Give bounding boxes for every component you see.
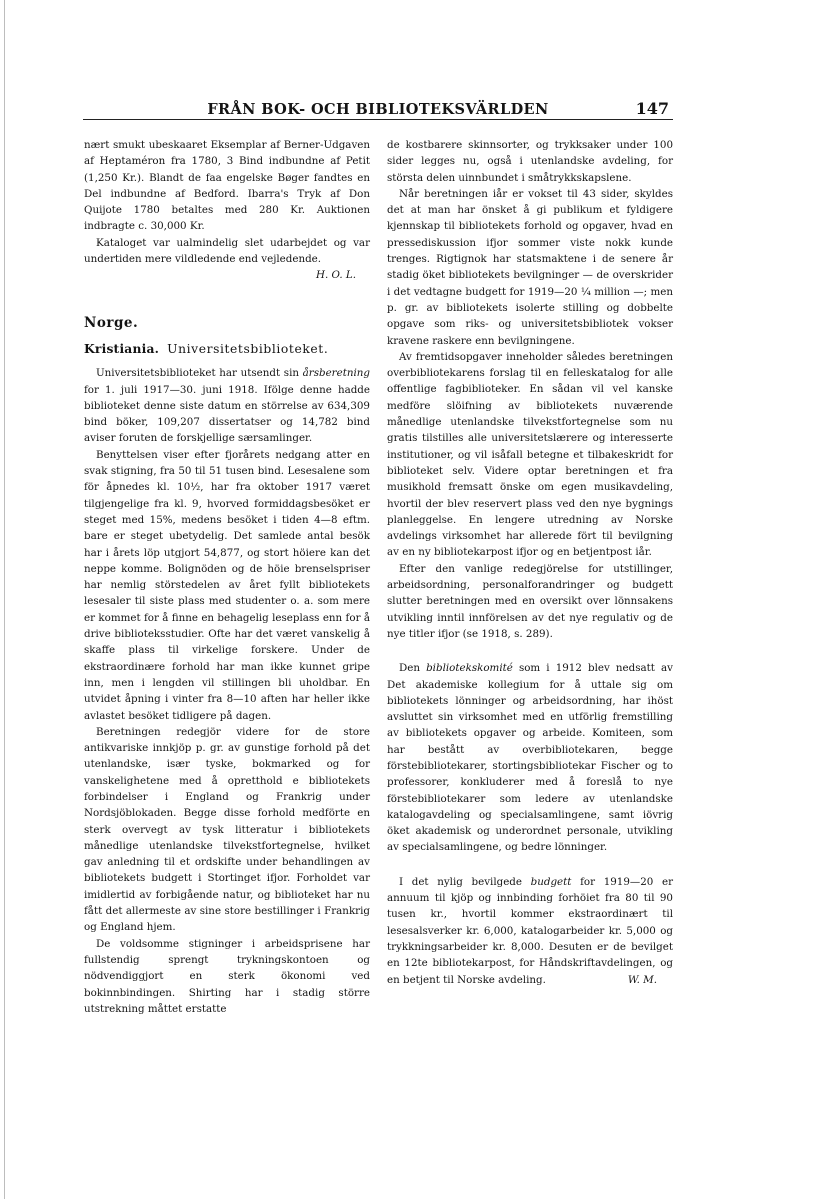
- intro-signature: H. O. L.: [315, 269, 356, 282]
- italic-term: budgett: [530, 875, 572, 888]
- left-column: [84, 137, 370, 1017]
- body-paragraph: I det nylig bevilgede budgett for 1919—20 er annuum til kjöp og innbinding forhöiet fra 80 til 90 tusen kr., hvortil kommer ekstraordinært til lesesalsverker kr. 6,000, katalogarbeider kr. 5,000 og trykkningsarbeider kr. 8,000. Desuten er de bevilget en 12te bibliotekarpost, for Håndskriftavdelingen, og en betjent til Norske avdeling. W. M.: [387, 874, 673, 988]
- body-paragraph: Benyttelsen viser efter fjorårets nedgang atter en svak stigning, fra 50 til 51 tusen bind. Lesesalene som för åpnedes kl. 10½, har fra oktober 1917 været tilgjengelige fra kl. 9, hvorved formiddagsbesöket er steget med 15%, medens besöket i tiden 4—8 eftm. bare er steget ubetydelig. Det samlede antal besök har i årets löp utgjort 54,877, og stort höiere kan det neppe komme. Bolignöden og de höie brenselspriser har nemlig störstedelen av året fyllt bibliotekets lesesaler til siste plass med studenter o. a. som mere er kommet for å finne en behagelig leseplass enn for å drive biblioteksstudier. Ofte har det været vanskelig å skaffe plass til virkelige forskere. Under de ekstraordinære forhold har man ikke kunnet gripe inn, men i lengden vil stillingen bli uholdbar. En utvidet åpning i vinter fra 8—10 aften har heller ikke avlastet besöket tidligere på dagen.: [84, 448, 370, 722]
- italic-term: årsberetning: [302, 367, 370, 380]
- body-paragraph: Beretningen redegjör videre for de store antikvariske innkjöp p. gr. av gunstige forhold på det utenlandske, især tyske, bokmarked og for vanskelighetene med å opretthold e bibliotekets forbindelser i England og Frankrig under Nordsjöblokaden. Begge disse forhold medförte en sterk overvegt av tysk litteratur i bibliotekets månedlige utenlandske tilvekstfortegnelse, hvilket gav anledning til et ordskifte under behandlingen av bibliotekets budgett i Stortinget ifjor. Forholdet var imidlertid av forbigående natur, og biblioteket har nu fått det allermeste av sine store bestillinger i Frankrig og England hjem.: [84, 725, 370, 934]
- paragraph-gap: [387, 642, 673, 660]
- sub-heading-place: Kristiania.: [84, 340, 160, 356]
- scan-edge-line: [4, 0, 5, 1199]
- body-paragraph: Av fremtidsopgaver inneholder således beretningen overbibliotekarens forslag til en felleskatalog for alle offentlige fagbiblioteker. En sådan vil vel kanske medföre slöifning av bibliotekets nuværende månedlige utenlandske tilvekstfortegnelse som nu gratis tilstilles alle universitetslærere og interesserte institutioner, og vil isåfall betegne et tilbakeskridt for biblioteket selv. Videre optar beretningen et fra musikhold fremsatt önske om egen musikavdeling, hvortil der blev reservert plass ved den nye bygnings planleggelse. En lengere utredning av Norske avdelings virksomhet har allerede fört til bevilgning av en ny bibliotekarpost ifjor og en betjentpost iår.: [387, 350, 673, 559]
- running-header: [83, 99, 673, 120]
- intro-paragraph: Kataloget var ualmindelig slet udarbejdet og var undertiden mere vildledende end vejledende.: [84, 236, 370, 266]
- body-paragraph: De voldsomme stigninger i arbeidsprisene har fullstendig sprengt trykningskontoen og nödvendiggjort en sterk ökonomi ved bokinnbindingen. Shirting har i stadig större utstrekning måttet erstatte: [84, 937, 370, 1015]
- section-heading-norge: Norge.: [84, 314, 139, 331]
- body-paragraph: Universitetsbiblioteket har utsendt sin årsberetning for 1. juli 1917—30. juni 1918. Ifölge denne hadde biblioteket denne siste datum en störrelse av 634,309 bind böker, 109,207 dissertatser og 14,782 bind aviser foruten de forskjellige særsamlinger.: [84, 367, 370, 445]
- right-column: [387, 137, 673, 988]
- page-number: 147: [635, 99, 669, 118]
- paragraph-gap: [387, 856, 673, 874]
- body-paragraph: Efter den vanlige redegjörelse for utstillinger, arbeidsordning, personalforandringer og budgett slutter beretningen med en oversikt over lönnsakens utvikling inntil innförelsen av det nye regulativ og de nye titler ifjor (se 1918, s. 289).: [387, 562, 673, 640]
- header-title: FRÅN BOK- OCH BIBLIOTEKSVÄRLDEN: [207, 101, 549, 118]
- intro-paragraph: nært smukt ubeskaaret Eksemplar af Berner-Udgaven af Heptaméron fra 1780, 3 Bind indbundne af Petit (1,250 Kr.). Blandt de faa engelske Bøger fandtes en Del indbundne af Bedford. Ibarra's Tryk af Don Quijote 1780 betaltes med 280 Kr. Auktionen indbragte c. 30,000 Kr.: [84, 139, 370, 233]
- body-paragraph: Når beretningen iår er vokset til 43 sider, skyldes det at man har önsket å gi publikum et fyldigere kjennskap til bibliotekets forhold og opgaver, hvad en pressediskussion ifjor sommer viste nokk kunde trenges. Rigtignok har statsmaktene i de senere år stadig öket bibliotekets bevilgninger — de overskrider i det vedtagne budgett for 1919—20 ¼ million —; men p. gr. av bibliotekets isolerte stilling og dobbelte opgave som riks- og universitetsbibliotek vokser kravene raskere enn bevilgningene.: [387, 187, 673, 347]
- sub-heading-institution: Universitetsbiblioteket.: [167, 341, 329, 356]
- body-paragraph: Den bibliotekskomité som i 1912 blev nedsatt av Det akademiske kollegium for å uttale sig om bibliotekets lönninger og arbeidsordning, har ihöst avsluttet sin virksomhet med en utförlig fremstilling av bibliotekets opgaver og arbeide. Komiteen, som har bestått av overbibliotekaren, begge förstebibliotekarer, stortingsbibliotekar Fischer og to professorer, konkluderer med å foreslå to nye förstebibliotekarer som ledere av utenlandske katalogavdeling og specialsamlingene, samt iövrig öket akademisk og underordnet personale, utvikling av specialsamlingene, og bedre lönninger.: [387, 662, 673, 854]
- closing-signature: W. M.: [627, 973, 657, 986]
- italic-term: bibliotekskomité: [426, 662, 513, 675]
- sub-heading: [84, 341, 370, 357]
- body-paragraph: de kostbarere skinnsorter, og trykksaker under 100 sider legges nu, også i utenlandske avdeling, for största delen uinnbundet i småtrykkskapslene.: [387, 139, 673, 184]
